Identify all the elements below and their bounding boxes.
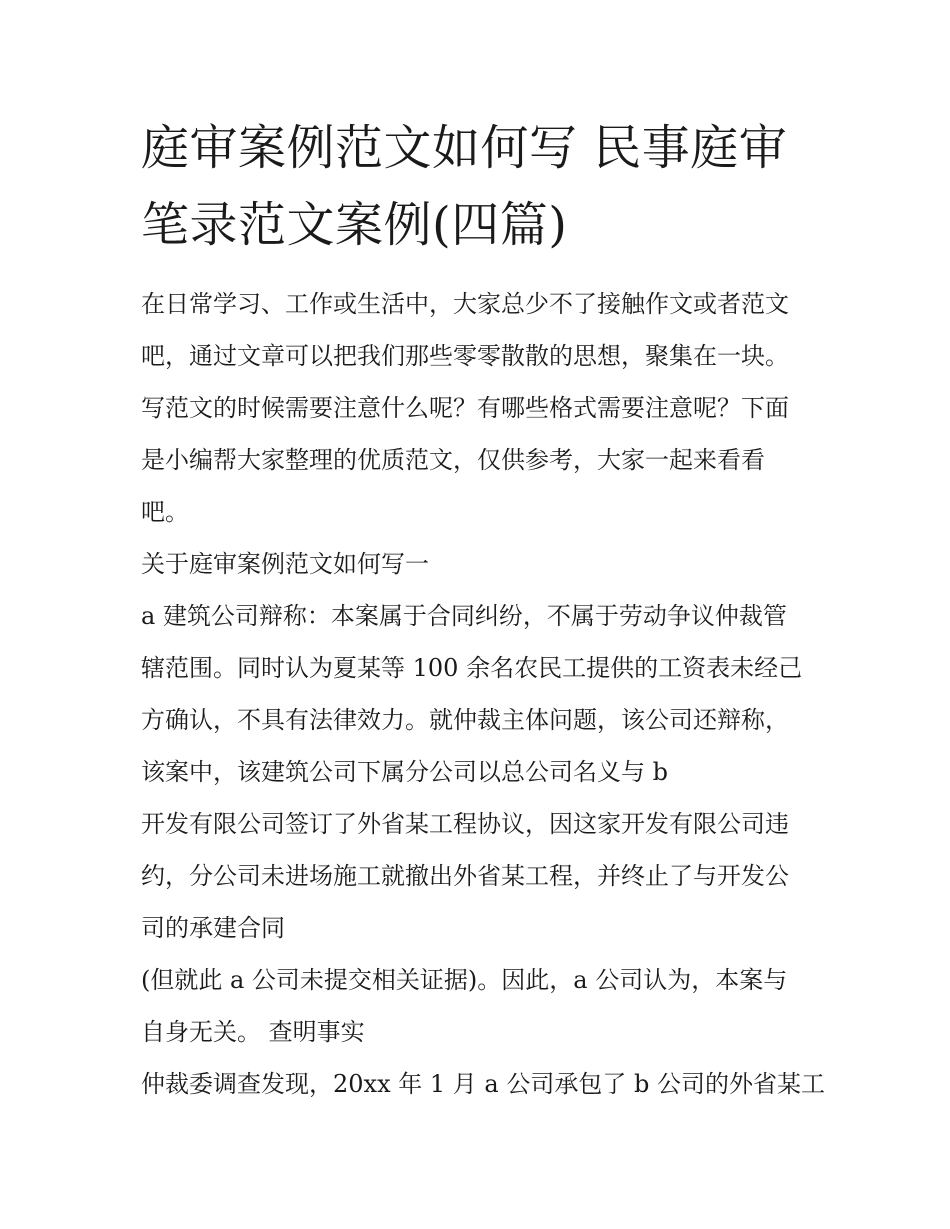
title-line: 庭审案例范文如何写 民事庭审 [141,120,788,176]
body-line: 是小编帮大家整理的优质范文，仅供参考，大家一起来看看 [141,446,765,474]
body-line: 开发有限公司签订了外省某工程协议，因这家开发有限公司违 [141,810,789,838]
body-line: 司的承建合同 [141,914,285,942]
body-line: 约，分公司未进场施工就撤出外省某工程，并终止了与开发公 [141,862,789,890]
body-line: 写范文的时候需要注意什么呢？有哪些格式需要注意呢？下面 [141,394,789,422]
section-heading: 关于庭审案例范文如何写一 [141,550,429,578]
body-line: 吧，通过文章可以把我们那些零零散散的思想，聚集在一块。 [141,342,789,370]
body-line: 仲裁委调查发现，20xx 年 1 月 a 公司承包了 b 公司的外省某工 [141,1070,825,1098]
body-line: 辖范围。同时认为夏某等 100 余名农民工提供的工资表未经己 [141,654,803,682]
title-line: 笔录范文案例(四篇) [141,197,568,253]
body-line: 自身无关。 查明事实 [141,1018,365,1046]
document-title [141,110,821,264]
body-line: (但就此 a 公司未提交相关证据)。因此，a 公司认为，本案与 [141,966,788,994]
body-line: 该案中，该建筑公司下属分公司以总公司名义与 b [141,758,668,786]
document-page [141,110,825,1110]
body-line: a 建筑公司辩称：本案属于合同纠纷，不属于劳动争议仲裁管 [141,602,787,630]
body-line: 在日常学习、工作或生活中，大家总少不了接触作文或者范文 [141,290,789,318]
document-body [141,278,825,1110]
body-line: 吧。 [141,498,189,526]
body-line: 方确认，不具有法律效力。就仲裁主体问题，该公司还辩称， [141,706,789,734]
